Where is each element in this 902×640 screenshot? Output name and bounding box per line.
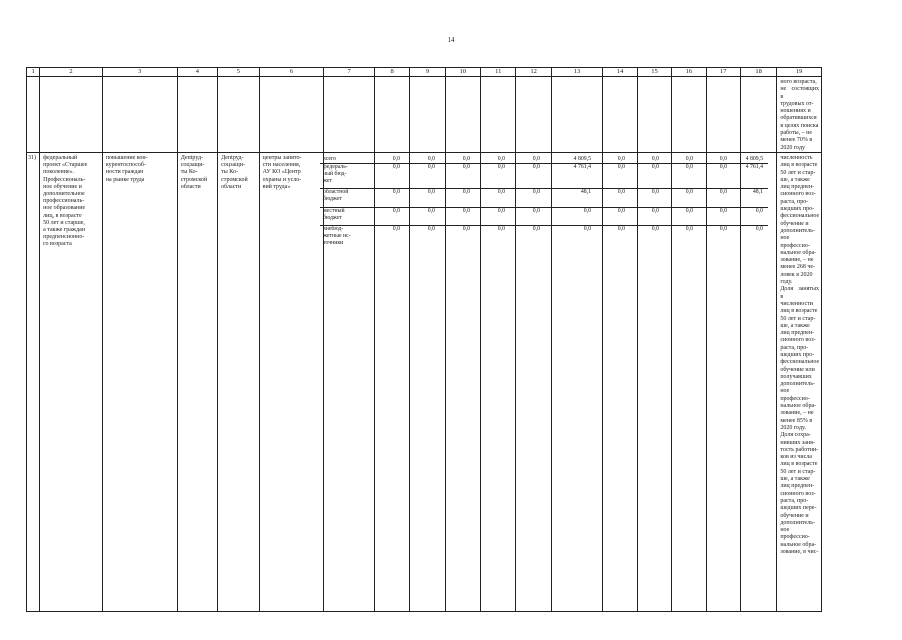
funding-value: 0,0 bbox=[462, 164, 470, 170]
funding-value: 48,1 bbox=[580, 189, 591, 195]
funding-value: 0,0 bbox=[497, 226, 505, 232]
column-number: 18 bbox=[740, 68, 776, 77]
funding-value: 0,0 bbox=[497, 156, 505, 162]
column-number: 14 bbox=[603, 68, 637, 77]
funding-value: 0,0 bbox=[532, 189, 540, 195]
funding-value: 0,0 bbox=[617, 208, 625, 214]
funding-source: областной бюджет bbox=[323, 189, 349, 202]
executors: центры занято- сти населения, АУ КО «Центр охраны и усло- вий труда» bbox=[262, 154, 302, 190]
carry-over-indicator-text: ного возраста, не состоящих в трудовых от- ношениях и обратившихся в целях поиска работы, – не менее 70% в 2020 году bbox=[780, 79, 819, 151]
funding-value: 0,0 bbox=[651, 208, 659, 214]
funding-value: 0,0 bbox=[651, 156, 659, 162]
column-number: 13 bbox=[551, 68, 603, 77]
column-number: 6 bbox=[259, 68, 324, 77]
column-number: 17 bbox=[706, 68, 740, 77]
coordinator: Депtруд- соцзащи- ты Ко- стромской области bbox=[221, 154, 248, 190]
project-name: федеральный проект «Старшее поколение». Профессиональ- ное обучение и дополнительное профессиональ- ное образование лиц, в возрасте 50 лет и старше, а также граждан предпенсионно- го возраста bbox=[43, 154, 88, 248]
responsible-executor: Депtруд- соцзащи- ты Ко- стромской области bbox=[180, 154, 208, 190]
project-goal: повышение кон- курентоспособ- ности граждан на рынке труда bbox=[105, 154, 148, 183]
target-indicators: численность лиц в возрасте 50 лет и стар- ше, а также лиц предпен- сионного воз- раста, про- шедших про- фессиональное обучение и дополнитель- ное профессио- нальное обра- зование, – не менее 268 че- ловек в 2020 году. Доля занятых в численности лиц в возрасте 50 лет и стар- ше, а также лиц предпен- сионного воз- раста, про- шедших про- фессиональное обучение или получавших дополнитель- ное профессио- нальное обра- зование, – не менее 85% в 2020 году. Доля сохра- нивших заня- тость работни- ков из числа лиц в возрасте 50 лет и стар- ше, а также лиц предпен- сионного воз- раста, про- шедших пере- обучение и дополнитель- ное профессио- нальное обра- зование, в чис- bbox=[780, 154, 820, 555]
funding-value: 4 761,4 bbox=[745, 164, 763, 170]
funding-value: 48,1 bbox=[752, 189, 763, 195]
funding-value: 0,0 bbox=[532, 156, 540, 162]
funding-value: 0,0 bbox=[617, 189, 625, 195]
column-number: 2 bbox=[40, 68, 103, 77]
column-number: 3 bbox=[102, 68, 177, 77]
funding-value: 0,0 bbox=[497, 164, 505, 170]
funding-value: 0,0 bbox=[427, 156, 435, 162]
funding-value: 0,0 bbox=[427, 189, 435, 195]
column-number-row bbox=[27, 68, 822, 77]
funding-value: 0,0 bbox=[685, 164, 693, 170]
funding-source: федераль- ный бюд- жет bbox=[323, 164, 348, 184]
column-number: 11 bbox=[481, 68, 516, 77]
funding-value: 0,0 bbox=[617, 164, 625, 170]
funding-value: 0,0 bbox=[392, 226, 400, 232]
funding-value: 0,0 bbox=[427, 164, 435, 170]
funding-value: 0,0 bbox=[583, 208, 591, 214]
plan-table-wrapper bbox=[26, 67, 822, 612]
funding-value: 0,0 bbox=[651, 226, 659, 232]
column-number: 19 bbox=[777, 68, 822, 77]
column-number: 9 bbox=[410, 68, 445, 77]
funding-value: 0,0 bbox=[617, 226, 625, 232]
funding-value: 0,0 bbox=[719, 164, 727, 170]
plan-table bbox=[26, 67, 822, 612]
column-number: 15 bbox=[637, 68, 671, 77]
funding-value: 0,0 bbox=[719, 226, 727, 232]
funding-value: 0,0 bbox=[755, 226, 763, 232]
funding-source: всего bbox=[323, 156, 337, 162]
funding-value: 0,0 bbox=[719, 156, 727, 162]
funding-value: 4 809,5 bbox=[573, 156, 591, 162]
funding-value: 0,0 bbox=[719, 189, 727, 195]
funding-value: 0,0 bbox=[427, 226, 435, 232]
funding-source: местный бюджет bbox=[323, 208, 345, 221]
funding-value: 0,0 bbox=[497, 189, 505, 195]
column-number: 12 bbox=[516, 68, 551, 77]
funding-value: 0,0 bbox=[651, 189, 659, 195]
funding-value: 0,0 bbox=[392, 164, 400, 170]
funding-value: 0,0 bbox=[392, 208, 400, 214]
column-number: 8 bbox=[374, 68, 409, 77]
funding-value: 0,0 bbox=[497, 208, 505, 214]
column-number: 7 bbox=[324, 68, 375, 77]
funding-value: 0,0 bbox=[462, 189, 470, 195]
funding-value: 0,0 bbox=[392, 156, 400, 162]
funding-value: 0,0 bbox=[392, 189, 400, 195]
table-row bbox=[27, 152, 822, 611]
funding-value: 0,0 bbox=[755, 208, 763, 214]
funding-value: 0,0 bbox=[651, 164, 659, 170]
funding-value: 0,0 bbox=[427, 208, 435, 214]
funding-value: 0,0 bbox=[462, 208, 470, 214]
page-number: 14 bbox=[447, 36, 455, 44]
column-number: 1 bbox=[27, 68, 40, 77]
funding-value: 0,0 bbox=[462, 156, 470, 162]
carry-over-row bbox=[27, 77, 822, 153]
funding-value: 0,0 bbox=[532, 164, 540, 170]
column-number: 4 bbox=[177, 68, 217, 77]
column-number: 16 bbox=[672, 68, 706, 77]
funding-value: 0,0 bbox=[617, 156, 625, 162]
row-number: 31) bbox=[28, 154, 36, 161]
funding-value: 0,0 bbox=[685, 189, 693, 195]
funding-value: 4 761,4 bbox=[573, 164, 591, 170]
funding-value: 0,0 bbox=[685, 156, 693, 162]
funding-value: 0,0 bbox=[532, 208, 540, 214]
funding-value: 0,0 bbox=[583, 226, 591, 232]
funding-value: 0,0 bbox=[532, 226, 540, 232]
column-number: 5 bbox=[218, 68, 259, 77]
funding-value: 0,0 bbox=[685, 208, 693, 214]
funding-value: 0,0 bbox=[685, 226, 693, 232]
funding-source: внебюд- жетные ис- точники bbox=[323, 226, 351, 246]
funding-value: 4 809,5 bbox=[745, 156, 763, 162]
funding-value: 0,0 bbox=[719, 208, 727, 214]
column-number: 10 bbox=[445, 68, 480, 77]
funding-value: 0,0 bbox=[462, 226, 470, 232]
